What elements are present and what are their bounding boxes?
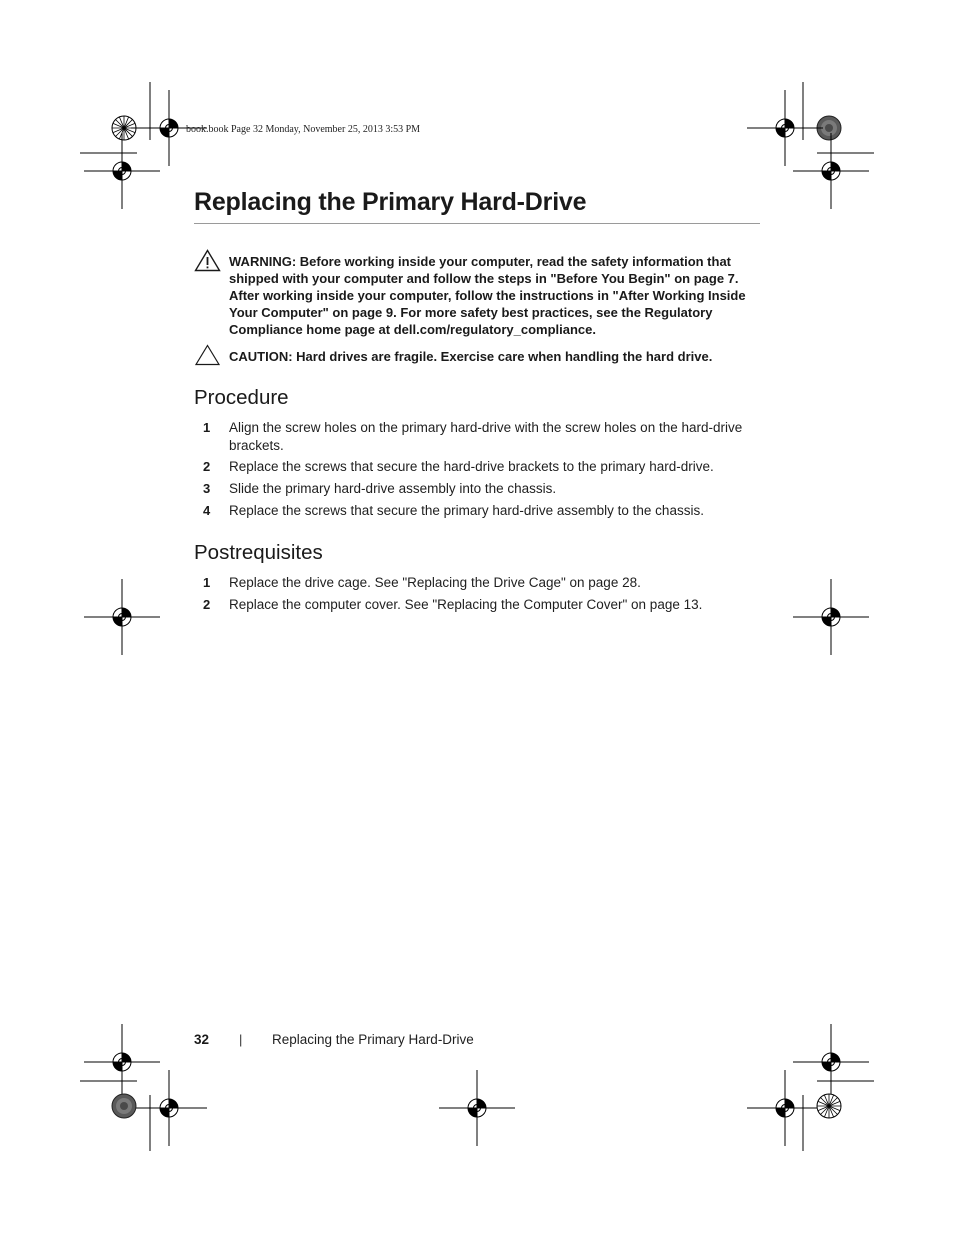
procedure-step-number: 3 xyxy=(203,481,211,496)
postrequisites-step-text: Replace the computer cover. See "Replacing the Computer Cover" on page 13. xyxy=(229,597,703,612)
footer-page-number: 32 xyxy=(194,1032,210,1047)
postrequisites-step-text: Replace the drive cage. See "Replacing the Drive Cage" on page 28. xyxy=(229,575,641,590)
warning-text: WARNING: Before working inside your computer, read the safety information that shipped with your computer and follow the steps in "Before You Begin" on page 7. After working inside your computer, follow the instructions in "After Working Inside Your Computer" on page 9. For more safety best practices, see the Regulatory Compliance home page at dell.com/regulatory_compliance. xyxy=(229,254,746,337)
footer-chapter-title: Replacing the Primary Hard-Drive xyxy=(272,1032,474,1047)
title-divider xyxy=(194,223,760,224)
procedure-step-text: Align the screw holes on the primary hard-drive with the screw holes on the hard-drive brackets. xyxy=(229,420,743,453)
postrequisites-heading: Postrequisites xyxy=(194,541,323,564)
caution-text: CAUTION: Hard drives are fragile. Exercise care when handling the hard drive. xyxy=(229,349,713,364)
postrequisites-step-number: 1 xyxy=(203,575,211,590)
procedure-step-number: 2 xyxy=(203,459,211,474)
procedure-step-number: 1 xyxy=(203,420,211,435)
procedure-heading: Procedure xyxy=(194,386,289,409)
postrequisites-step-number: 2 xyxy=(203,597,211,612)
caution-triangle-icon xyxy=(194,344,221,366)
page-title: Replacing the Primary Hard-Drive xyxy=(194,188,587,216)
footer-separator: | xyxy=(239,1032,243,1047)
procedure-step-text: Slide the primary hard-drive assembly into the chassis. xyxy=(229,481,557,496)
procedure-step-text: Replace the screws that secure the hard-drive brackets to the primary hard-drive. xyxy=(229,459,714,474)
procedure-step-text: Replace the screws that secure the primary hard-drive assembly to the chassis. xyxy=(229,503,704,518)
warning-triangle-icon xyxy=(194,249,221,272)
print-slug: book.book Page 32 Monday, November 25, 2013 3:53 PM xyxy=(186,124,421,135)
procedure-step-number: 4 xyxy=(203,503,211,518)
